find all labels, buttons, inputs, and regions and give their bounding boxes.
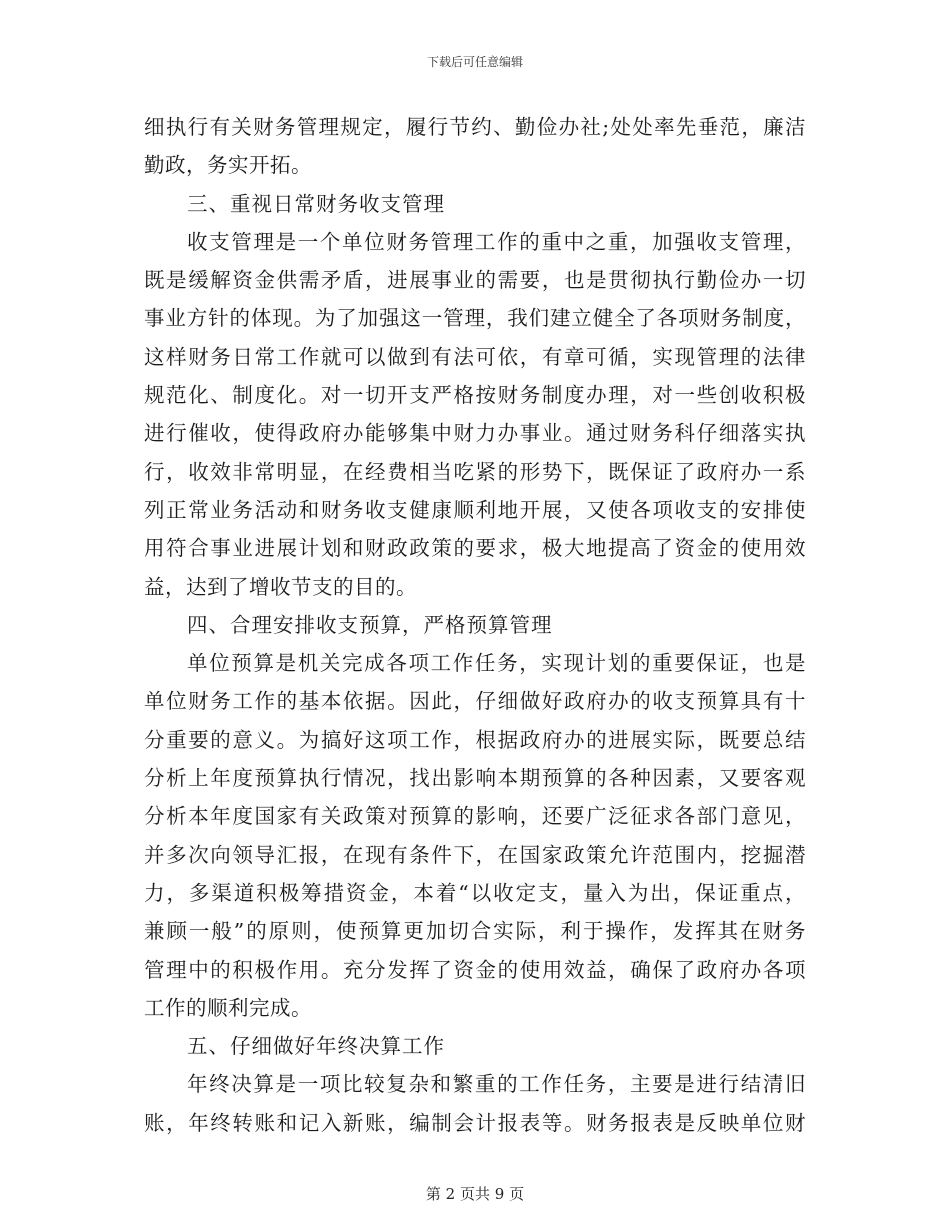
page-footer: 第 2 页共 9 页 bbox=[425, 1185, 525, 1203]
section-heading: 五、仔细做好年终决算工作 bbox=[187, 1034, 445, 1059]
text-line: 规范化、制度化。对一切开支严格按财务制度办理，对一些创收积极 bbox=[144, 383, 806, 408]
text-line: 账，年终转账和记入新账，编制会计报表等。财务报表是反映单位财 bbox=[144, 1110, 806, 1135]
text-line: 并多次向领导汇报，在现有条件下，在国家政策允许范围内，挖掘潜 bbox=[144, 842, 806, 867]
text-line: 益，达到了增收节支的目的。 bbox=[144, 574, 417, 599]
text-line: 单位预算是机关完成各项工作任务，实现计划的重要保证，也是 bbox=[187, 651, 806, 676]
text-line: 勤政，务实开拓。 bbox=[144, 153, 312, 178]
text-line: 分析上年度预算执行情况，找出影响本期预算的各种因素，又要客观 bbox=[144, 766, 806, 791]
text-line: 用符合事业进展计划和财政政策的要求，极大地提高了资金的使用效 bbox=[144, 536, 806, 561]
text-line: 力，多渠道积极筹措资金，本着“以收定支，量入为出，保证重点， bbox=[144, 880, 806, 905]
text-line: 这样财务日常工作就可以做到有法可依，有章可循，实现管理的法律 bbox=[144, 344, 806, 369]
text-line: 年终决算是一项比较复杂和繁重的工作任务，主要是进行结清旧 bbox=[187, 1072, 806, 1097]
text-line: 行，收效非常明显，在经费相当吃紧的形势下，既保证了政府办一系 bbox=[144, 459, 806, 484]
text-line: 收支管理是一个单位财务管理工作的重中之重，加强收支管理， bbox=[187, 229, 806, 254]
text-line: 进行催收，使得政府办能够集中财力办事业。通过财务科仔细落实执 bbox=[144, 421, 806, 446]
text-line: 列正常业务活动和财务收支健康顺利地开展，又使各项收支的安排使 bbox=[144, 497, 806, 522]
text-line: 分析本年度国家有关政策对预算的影响，还要广泛征求各部门意见， bbox=[144, 804, 806, 829]
text-line: 既是缓解资金供需矛盾，进展事业的需要，也是贯彻执行勤俭办一切 bbox=[144, 268, 806, 293]
section-heading: 三、重视日常财务收支管理 bbox=[187, 191, 445, 216]
text-line: 工作的顺利完成。 bbox=[144, 995, 312, 1020]
document-body bbox=[144, 112, 806, 1146]
text-line: 事业方针的体现。为了加强这一管理，我们建立健全了各项财务制度， bbox=[144, 306, 806, 331]
page-header: 下载后可任意编辑 bbox=[426, 55, 523, 69]
section-heading: 四、合理安排收支预算，严格预算管理 bbox=[187, 612, 553, 637]
text-line: 分重要的意义。为搞好这项工作，根据政府办的进展实际，既要总结 bbox=[144, 727, 806, 752]
text-line: 细执行有关财务管理规定，履行节约、勤俭办社;处处率先垂范，廉洁 bbox=[144, 115, 806, 139]
text-line: 单位财务工作的基本依据。因此，仔细做好政府办的收支预算具有十 bbox=[144, 689, 806, 714]
text-line: 管理中的积极作用。充分发挥了资金的使用效益，确保了政府办各项 bbox=[144, 957, 806, 982]
text-line: 兼顾一般”的原则，使预算更加切合实际，利于操作，发挥其在财务 bbox=[144, 919, 806, 944]
